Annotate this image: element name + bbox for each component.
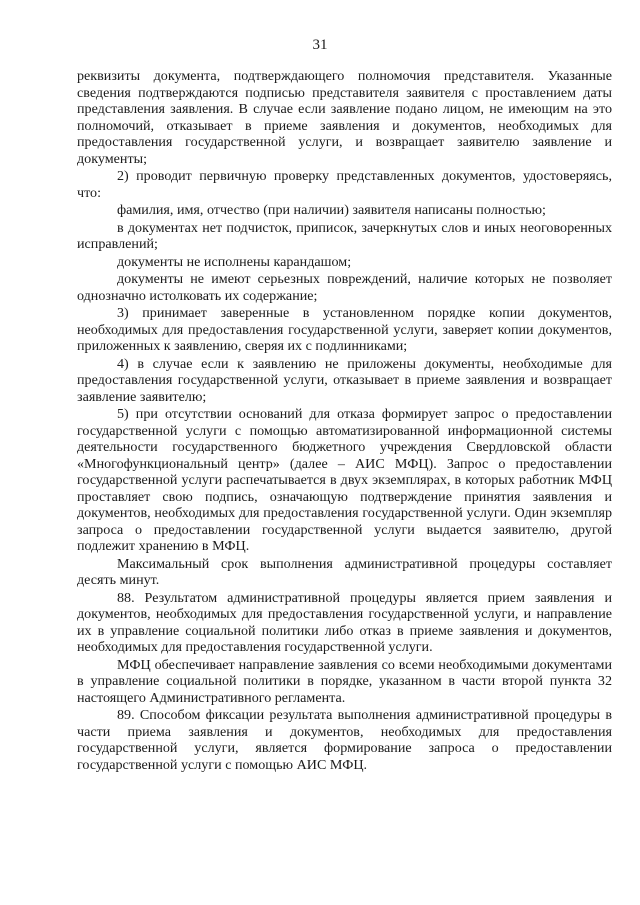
page-number: 31 [312, 37, 328, 53]
paragraph: 4) в случае если к заявлению не приложены документы, необходимые для предоставления государственной услуги, отказывает в приеме заявления и возвращает заявление заявителю; [77, 355, 612, 405]
paragraph: 2) проводит первичную проверку представленных документов, удостоверяясь, что: [77, 168, 612, 201]
paragraph: 5) при отсутствии оснований для отказа формирует запрос о предоставлении государственной услуги с помощью автоматизированной информационной системы деятельности государственного бюджетного учреждения Свердловской области «Многофункциональный центр» (далее – АИС МФЦ). Запрос о предоставлении государственной услуги распечатывается в двух экземплярах, в которых работник МФЦ проставляет свою подпись, означающую подтверждение принятия заявления и документов, необходимых для предоставления государственной услуги. Один экземпляр запроса о предоставлении государственной услуги выдается заявителю, другой подлежит хранению в МФЦ. [77, 406, 612, 554]
paragraph: в документах нет подчисток, приписок, зачеркнутых слов и иных неоговоренных исправлений; [77, 219, 612, 252]
paragraph: документы не имеют серьезных повреждений, наличие которых не позволяет однозначно истолковать их содержание; [77, 271, 612, 304]
paragraph: реквизиты документа, подтверждающего полномочия представителя. Указанные сведения подтверждаются подписью представителя заявителя с проставлением даты представления заявления. В случае если заявление подано лицом, не имеющим на это полномочий, отказывает в приеме заявления и документов, необходимых для предоставления государственной услуги, и возвращает заявителю заявление и документы; [77, 68, 612, 167]
paragraph: фамилия, имя, отчество (при наличии) заявителя написаны полностью; [117, 202, 546, 218]
paragraph: Максимальный срок выполнения административной процедуры составляет десять минут. [77, 555, 612, 588]
paragraph: 88. Результатом административной процедуры является прием заявления и документов, необходимых для предоставления государственной услуги, и направление их в управление социальной политики либо отказ в приеме заявления и документов, необходимых для предоставления государственной услуги. [77, 589, 612, 655]
paragraph: 89. Способом фиксации результата выполнения административной процедуры в части приема заявления и документов, необходимых для предоставления государственной услуги, является формирование запроса о предоставлении государственной услуги с помощью АИС МФЦ. [77, 707, 612, 773]
paragraph: МФЦ обеспечивает направление заявления со всеми необходимыми документами в управление социальной политики в порядке, указанном в части второй пункта 32 настоящего Административного регламента. [77, 656, 612, 706]
paragraph: 3) принимает заверенные в установленном порядке копии документов, необходимых для предоставления государственной услуги, заверяет копии документов, приложенных к заявлению, сверяя их с подлинниками; [77, 305, 612, 354]
paragraph: документы не исполнены карандашом; [117, 253, 352, 270]
document-body [77, 68, 612, 773]
